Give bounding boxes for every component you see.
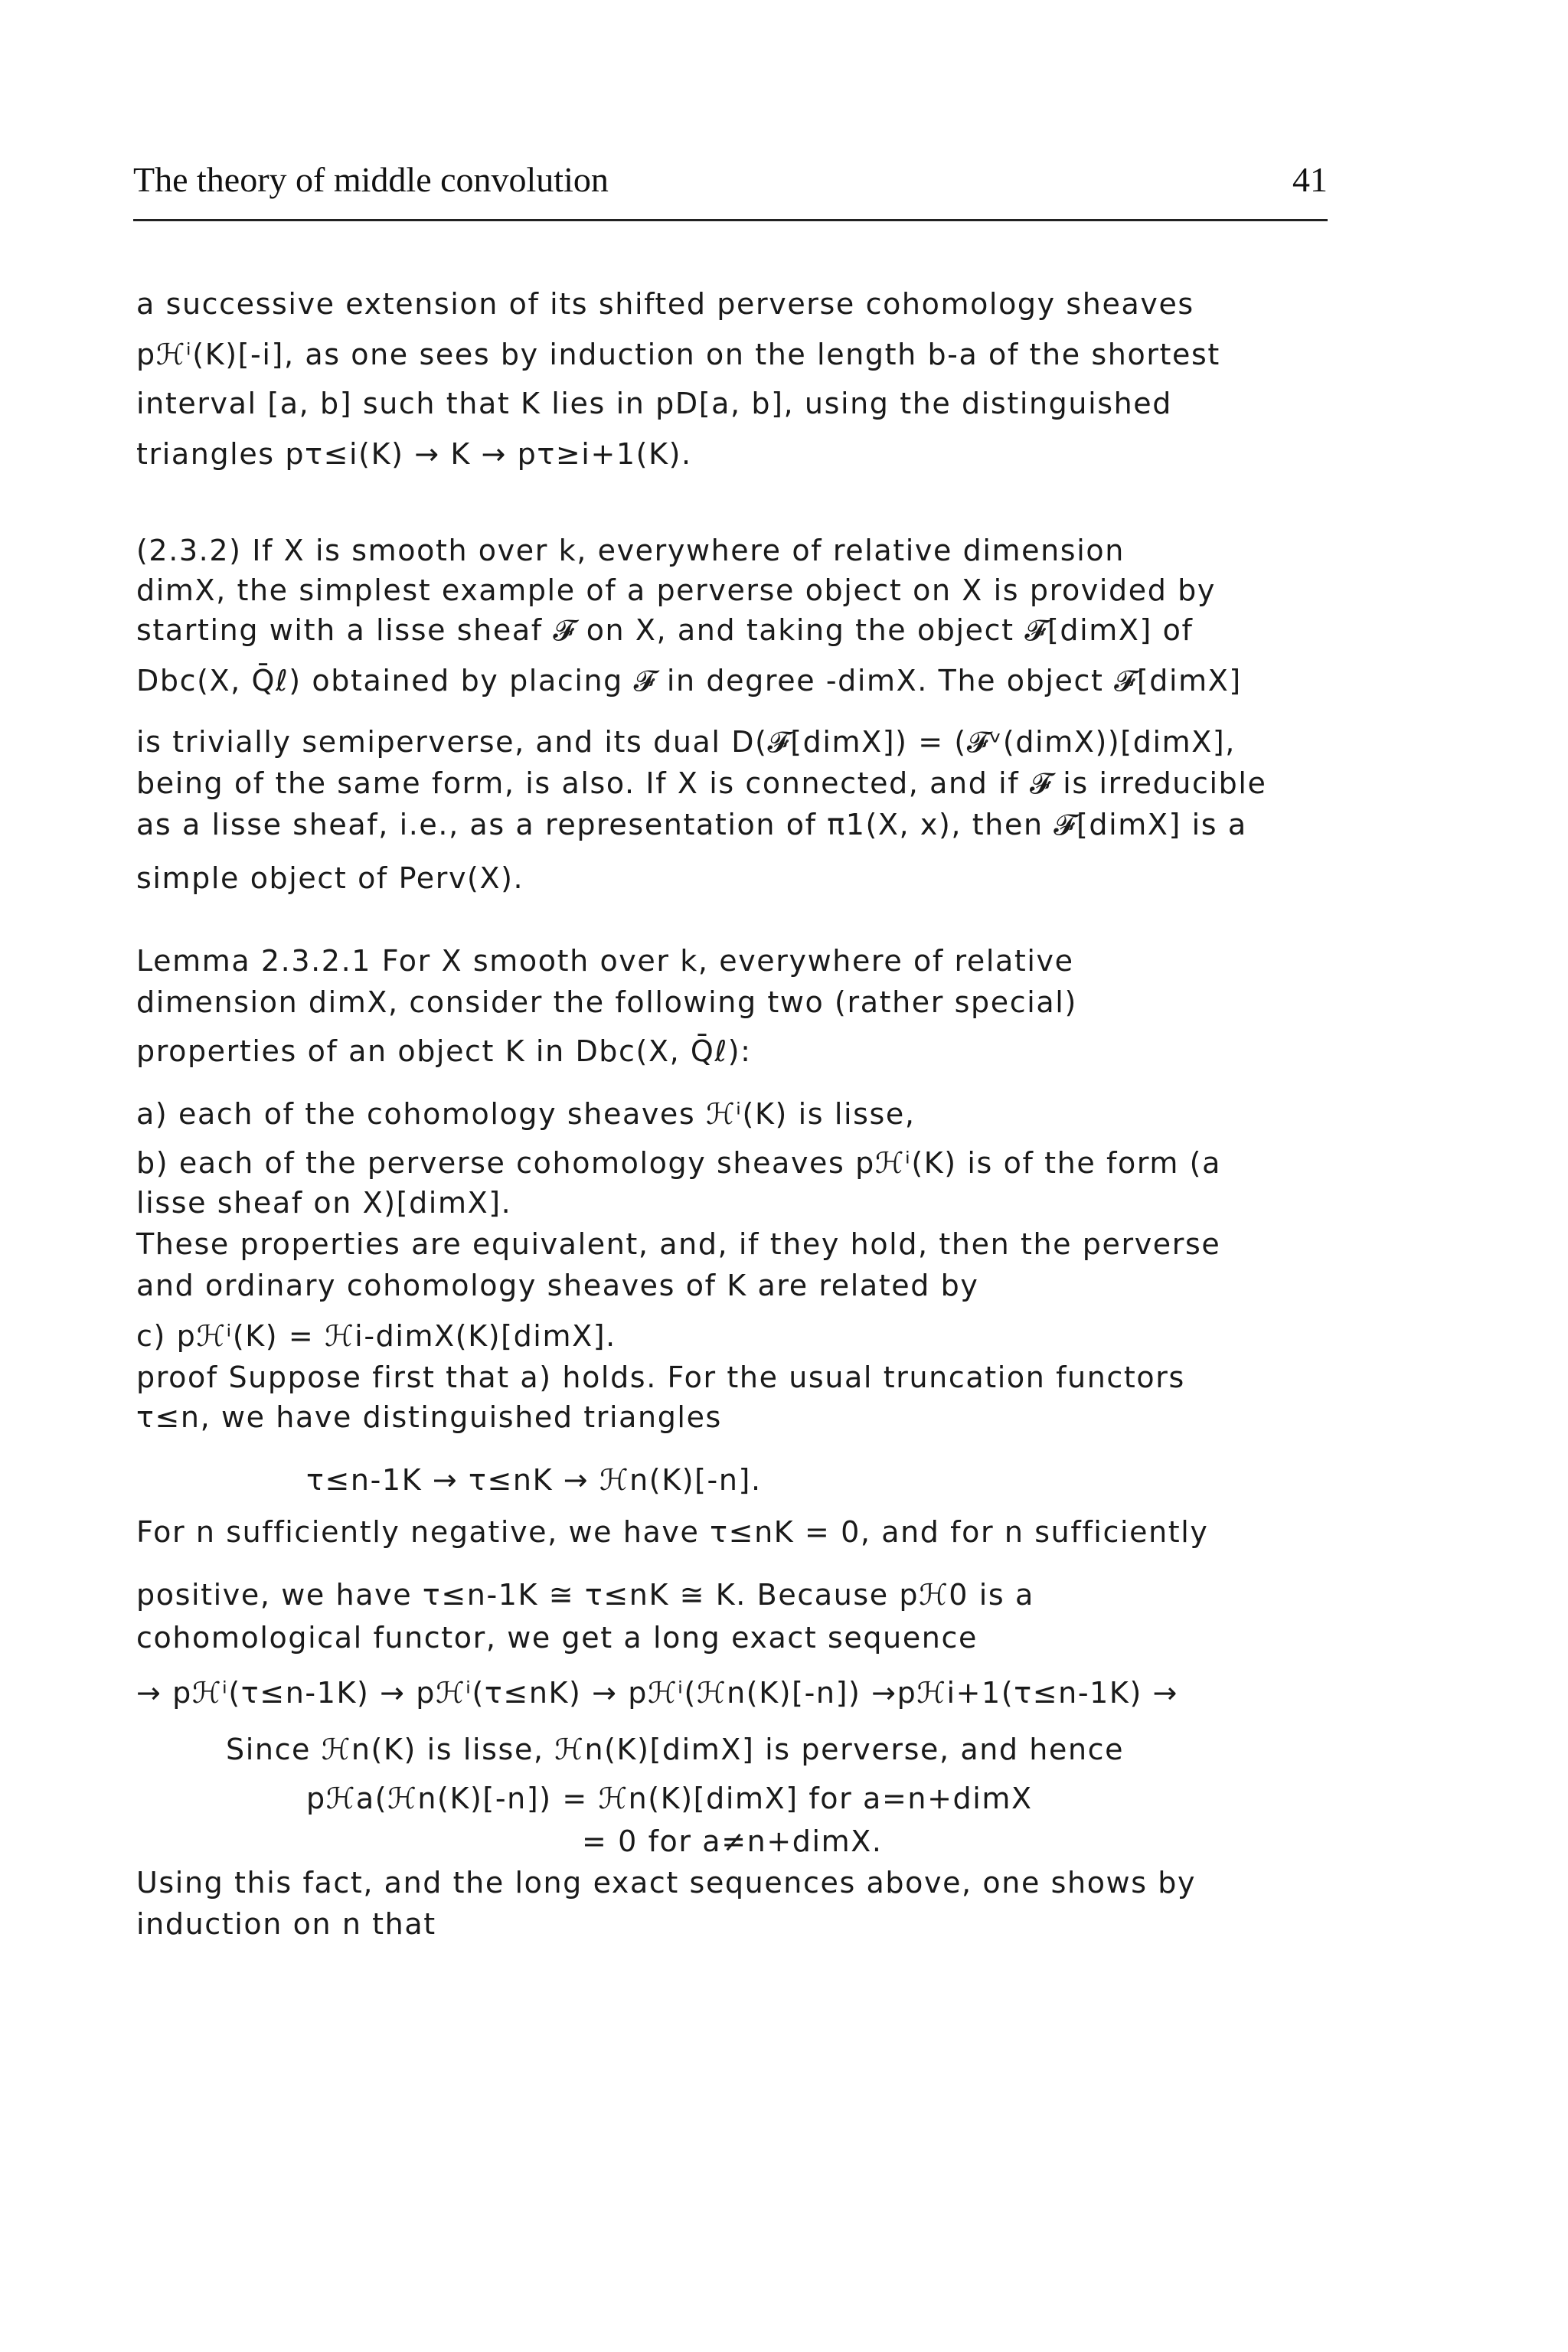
- lemma-heading-line: Lemma 2.3.2.1 For X smooth over k, everywhere of relative: [136, 944, 1074, 978]
- text-line: a successive extension of its shifted perverse cohomology sheaves: [136, 287, 1194, 321]
- text-line: starting with a lisse sheaf 𝓕 on X, and taking the object 𝓕[dimX] of: [136, 613, 1194, 647]
- text-line: and ordinary cohomology sheaves of K are related by: [136, 1269, 979, 1302]
- display-formula: pℋa(ℋn(K)[-n]) = ℋn(K)[dimX] for a=n+dimX: [306, 1782, 1033, 1815]
- text-line: positive, we have τ≤n-1K ≅ τ≤nK ≅ K. Because pℋ0 is a: [136, 1578, 1034, 1612]
- text-line: Since ℋn(K) is lisse, ℋn(K)[dimX] is perverse, and hence: [226, 1733, 1125, 1766]
- page-number: 41: [1292, 160, 1328, 199]
- text-line: For n sufficiently negative, we have τ≤nK = 0, and for n sufficiently: [136, 1515, 1209, 1549]
- text-line: as a lisse sheaf, i.e., as a representation of π1(X, x), then 𝓕[dimX] is a: [136, 808, 1247, 841]
- text-line: is trivially semiperverse, and its dual D(𝓕[dimX]) = (𝓕ᵛ(dimX))[dimX],: [136, 725, 1236, 759]
- text-line: pℋⁱ(K)[-i], as one sees by induction on the length b-a of the shortest: [136, 338, 1220, 371]
- text-line: (2.3.2) If X is smooth over k, everywhere of relative dimension: [136, 534, 1125, 567]
- display-formula: τ≤n-1K → τ≤nK → ℋn(K)[-n].: [306, 1463, 762, 1497]
- text-line: lisse sheaf on X)[dimX].: [136, 1186, 512, 1220]
- proof-line: proof Suppose first that a) holds. For the usual truncation functors: [136, 1361, 1185, 1394]
- text-line: dimension dimX, consider the following two (rather special): [136, 985, 1077, 1019]
- text-line: being of the same form, is also. If X is connected, and if 𝓕 is irreducible: [136, 766, 1267, 800]
- text-line: τ≤n, we have distinguished triangles: [136, 1400, 722, 1434]
- text-line: cohomological functor, we get a long exact sequence: [136, 1621, 978, 1655]
- text-line: Dbc(X, Q̄ℓ) obtained by placing 𝓕 in degree -dimX. The object 𝓕[dimX]: [136, 664, 1242, 697]
- text-line: b) each of the perverse cohomology sheaves pℋⁱ(K) is of the form (a: [136, 1146, 1221, 1180]
- display-formula: = 0 for a≠n+dimX.: [582, 1824, 883, 1858]
- text-line: c) pℋⁱ(K) = ℋi-dimX(K)[dimX].: [136, 1319, 616, 1353]
- text-line: dimX, the simplest example of a perverse object on X is provided by: [136, 573, 1216, 607]
- header-rule: [133, 219, 1328, 221]
- running-title: The theory of middle convolution: [133, 160, 609, 199]
- text-line: a) each of the cohomology sheaves ℋⁱ(K) is lisse,: [136, 1097, 916, 1131]
- text-line: interval [a, b] such that K lies in pD[a, b], using the distinguished: [136, 387, 1173, 420]
- running-header: [133, 159, 1328, 198]
- text-line: These properties are equivalent, and, if they hold, then the perverse: [136, 1227, 1221, 1261]
- text-line: properties of an object K in Dbc(X, Q̄ℓ):: [136, 1034, 752, 1068]
- text-line: induction on n that: [136, 1907, 436, 1941]
- text-line: triangles pτ≤i(K) → K → pτ≥i+1(K).: [136, 437, 692, 471]
- text-line: simple object of Perv(X).: [136, 861, 524, 895]
- display-formula: → pℋⁱ(τ≤n-1K) → pℋⁱ(τ≤nK) → pℋⁱ(ℋn(K)[-n]) →pℋi+1(τ≤n-1K) →: [136, 1676, 1178, 1710]
- text-line: Using this fact, and the long exact sequences above, one shows by: [136, 1866, 1197, 1900]
